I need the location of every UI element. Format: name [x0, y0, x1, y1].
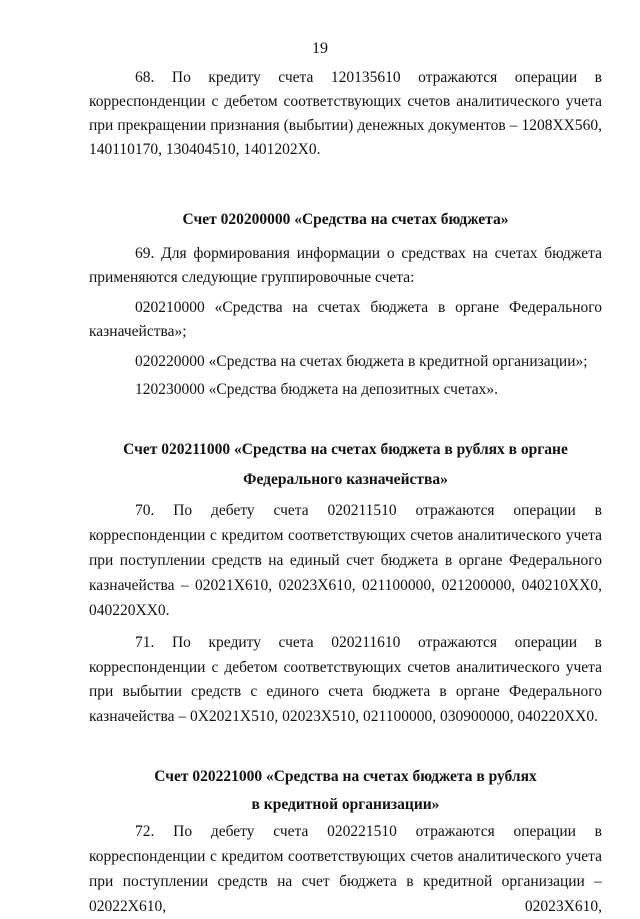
heading-account-020211000-line1: Счет 020211000 «Средства на счетах бюджета в рублях в органе — [123, 441, 568, 458]
paragraph-71: 71. По кредиту счета 020211610 отражаются операции в корреспонденции с дебетом соответствующих счетов аналитического учета при выбытии средств с единого счета бюджета в органе Федерального казначейства – 0Х2021Х510, 02023Х510, 021100000, 030900000, 040220ХХ0. — [89, 634, 602, 725]
paragraph-69: 69. Для формирования информации о средствах на счетах бюджета применяются следующие группировочные счета: — [89, 245, 602, 286]
paragraph-70: 70. По дебету счета 020211510 отражаются операции в корреспонденции с кредитом соответствующих счетов аналитического учета при поступлении средств на единый счет бюджета в органе Федерального казначейства – 02021Х610, 02023Х610, 021100000, 021200000, 040210ХХ0, 040220ХХ0. — [89, 502, 602, 619]
heading-account-020200000: Счет 020200000 «Средства на счетах бюджета» — [182, 211, 509, 228]
heading-account-020221000-line1: Счет 020221000 «Средства на счетах бюджета в рублях — [154, 768, 537, 785]
account-item-120230000: 120230000 «Средства бюджета на депозитных счетах». — [135, 381, 499, 398]
page-number: 19 — [312, 40, 328, 57]
account-item-020220000: 020220000 «Средства на счетах бюджета в кредитной организации»; — [135, 353, 588, 370]
paragraph-72: 72. По дебету счета 020221510 отражаются операции в корреспонденции с кредитом соответствующих счетов аналитического учета при поступлении средств на счет бюджета в кредитной организации – 02022Х610, 02023Х610, — [89, 823, 602, 915]
account-item-020210000: 020210000 «Средства на счетах бюджета в органе Федерального казначейства»; — [89, 299, 602, 340]
paragraph-68: 68. По кредиту счета 120135610 отражаются операции в корреспонденции с дебетом соответствующих счетов аналитического учета при прекращении признания (выбытии) денежных документов – 1208ХХ560, 140110170, 130404510, 1401202Х0. — [89, 69, 602, 158]
heading-account-020221000-line2: в кредитной организации» — [251, 796, 440, 813]
document-body — [89, 66, 602, 919]
heading-account-020211000-line2: Федерального казначейства» — [243, 471, 448, 488]
